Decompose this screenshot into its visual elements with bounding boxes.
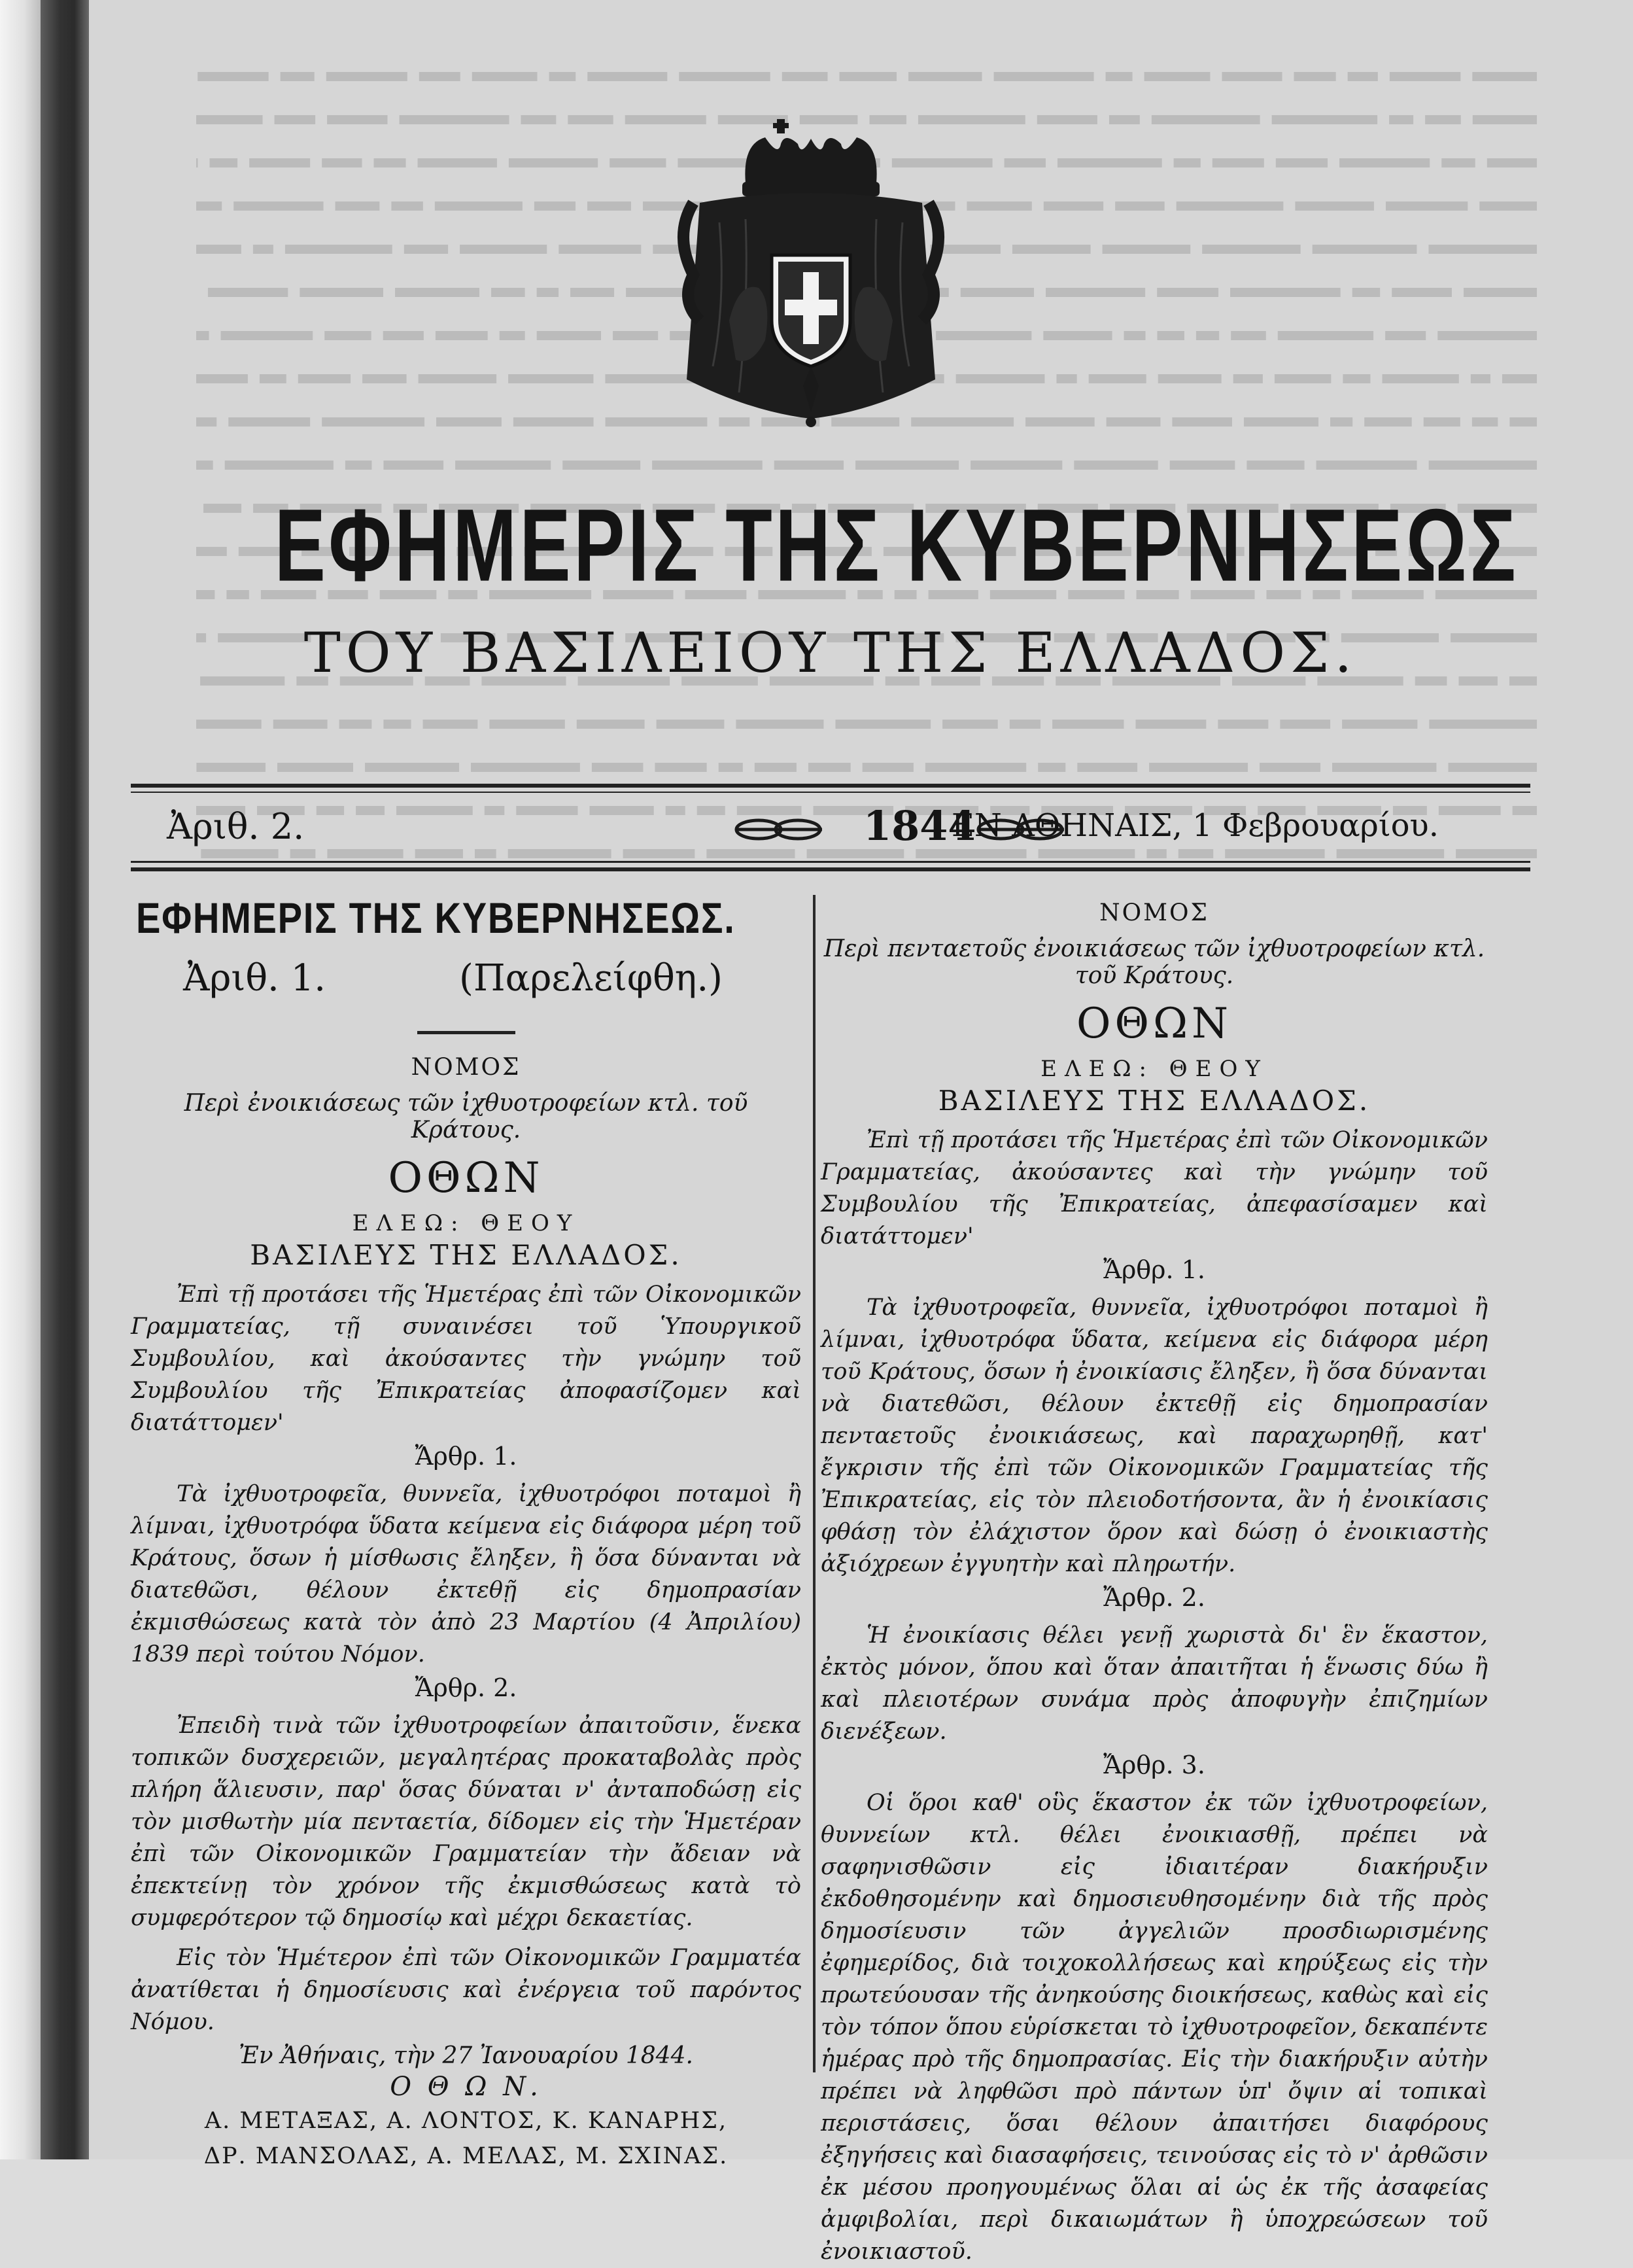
dateline xyxy=(131,798,1530,857)
bleed-through-word xyxy=(657,720,725,729)
bleed-through-word xyxy=(225,461,334,470)
article-2-label: Ἄρθρ. 2. xyxy=(415,1673,517,1702)
bleed-through-word xyxy=(1107,417,1161,427)
bleed-through-word xyxy=(1389,115,1413,124)
bleed-through-word xyxy=(1157,288,1218,297)
article-2-text: Ἐπειδὴ τινὰ τῶν ἰχθυοτροφείων ἀπαιτοῦσιν, ἕνεκα τοπικῶν δυσχερειῶν, μεγαλητέρας προκαταβολὰς πρὸς πλήρη ἅλιευσιν, παρ' ὅσας δύναται ν' ἀνταποδώσῃ εἰς τὸν μισθωτὴν μία πενταετία, δίδομεν εἰς τὴν Ἡμετέραν ἐπὶ τῶν Οἰκονομικῶν Γραμματείαν τὴν ἄδειαν νὰ ἐπεκτείνῃ τὸν χρόνον τῆς ἐκμισθώσεως κατὰ τὸ συμφερότερον τῷ δημοσίῳ καὶ μέχρι δεκαετίας. xyxy=(131,1713,801,1931)
bleed-through-word xyxy=(383,331,424,340)
bleed-through-word xyxy=(1473,115,1537,124)
bleed-through-word xyxy=(1057,158,1162,167)
bleed-through-word xyxy=(1244,417,1318,427)
bleed-through-word xyxy=(1074,461,1158,470)
bleed-through-word xyxy=(1046,288,1145,297)
bleed-through-word xyxy=(835,720,931,729)
bleed-through-word xyxy=(419,374,496,383)
bleed-through-word xyxy=(613,331,658,340)
bleed-through-word xyxy=(391,201,422,211)
bleed-through-word xyxy=(1005,158,1046,167)
bleed-through-word xyxy=(1037,115,1097,124)
bleed-through-word xyxy=(1025,417,1095,427)
bleed-through-word xyxy=(1428,245,1537,254)
bleed-through-word xyxy=(209,158,237,167)
article-3-text: Οἱ ὅροι καθ' οὓς ἕκαστον ἐκ τῶν ἰχθυοτροφείων, θυννείων κτλ. θέλει ἐνοικιασθῇ, πρέπει νὰ σαφηνισθῶσιν εἰς ἰδιαιτέραν διακήρυξιν ἐκδοθησομένην καὶ δημοσιευθησομένην διὰ τῆς πρὸς δημοσίευσιν τῶν ἀγγελιῶν προσδιωρισμένης ἐφημερίδος, διὰ τοιχοκολλήσεως καὶ κηρύξεως εἰς τὴν πρωτεύουσαν τῆς ἀνηκούσης διοικήσεως, καθὼς καὶ εἰς τὸν τόπον ὅπου εὑρίσκεται τὸ ἰχθυοτροφεῖον, δεκαπέντε ἡμέρας πρὸ τῆς δημοπρασίας. Εἰς τὴν διακήρυξιν αὐτὴν πρέπει νὰ ληφθῶσι πρὸ πάντων ὑπ' ὄψιν αἱ τοπικαὶ περιστάσεις, ὅσαι θέλουν ἀπαιτήσει διαφόρους ἐξηγήσεις καὶ διασαφήσεις, τεινούσας εἰς τὸ ν' ἀρθῶσιν ἐκ μέσου προηγουμένως ὅλαι αἱ ὡς ἐκ τῆς ἀσαφείας ἀμφιβολίαι, περὶ δικαιωμάτων ἢ ὑποχρεώσεων τοῦ ἐνοικιαστοῦ. xyxy=(821,1790,1488,2265)
issue-place-date: ΕΝ ΑΘΗΝΑΙΣ, 1 Φεβρουαρίου. xyxy=(951,807,1439,844)
royal-crest-icon xyxy=(674,105,948,432)
bleed-through-word xyxy=(908,72,982,81)
newspaper-title: ΕΦΗΜΕΡΙΣ ΤΗΣ ΚΥΒΕΡΝΗΣΕΩΣ xyxy=(274,487,1519,603)
bleed-through-word xyxy=(961,288,1034,297)
bleed-through-word xyxy=(925,763,1026,772)
bleed-through-word xyxy=(1390,72,1461,81)
masthead-rule-top-thin xyxy=(131,792,1530,793)
bleed-through-word xyxy=(1149,763,1248,772)
bleed-through-word xyxy=(436,417,502,427)
bleed-through-word xyxy=(736,720,823,729)
bleed-through-word xyxy=(559,245,641,254)
law-signature: Ο Θ Ω Ν. xyxy=(390,2072,542,2102)
bleed-through-word xyxy=(1382,374,1458,383)
bleed-through-word xyxy=(587,201,631,211)
bleed-through-word xyxy=(509,158,598,167)
bleed-through-word xyxy=(326,72,407,81)
bleed-through-word xyxy=(1246,461,1304,470)
law-subject: Περὶ πενταετοῦς ἐνοικιάσεως τῶν ἰχθυοτροφείων κτλ. τοῦ Κράτους. xyxy=(823,935,1485,989)
bleed-through-word xyxy=(942,720,998,729)
bleed-through-word xyxy=(1295,201,1374,211)
bleed-through-word xyxy=(1089,374,1146,383)
masthead xyxy=(118,489,1543,686)
bleed-through-word xyxy=(1364,417,1412,427)
king-title: ΒΑΣΙΛΕΥΣ ΤΗΣ ΕΛΛΑΔΟΣ. xyxy=(250,1239,682,1271)
bleed-through-word xyxy=(249,158,310,167)
bleed-through-word xyxy=(273,720,328,729)
bleed-through-word xyxy=(1343,374,1370,383)
book-gutter-shadow xyxy=(41,0,89,2159)
bleed-through-word xyxy=(260,374,286,383)
short-rule xyxy=(417,1031,515,1034)
bleed-through-word xyxy=(956,374,1045,383)
bleed-through-word xyxy=(1056,374,1076,383)
bleed-through-word xyxy=(345,461,372,470)
bleed-through-word xyxy=(1152,115,1260,124)
bleed-through-word xyxy=(233,201,323,211)
bleed-through-word xyxy=(508,374,593,383)
bleed-through-word xyxy=(1313,245,1417,254)
bleed-through-word xyxy=(994,72,1094,81)
bleed-through-word xyxy=(208,288,288,297)
bleed-through-word xyxy=(1052,720,1124,729)
article-2-label: Ἄρθρ. 2. xyxy=(1103,1583,1205,1612)
by-grace-of-god: ΕΛΕΩ: ΘΕΟΥ xyxy=(352,1210,580,1236)
bleed-through-word xyxy=(400,115,509,124)
reprint-number: Ἀριθ. 1. xyxy=(183,957,326,1000)
bleed-through-word xyxy=(489,720,564,729)
bleed-through-word xyxy=(1425,115,1461,124)
bleed-through-word xyxy=(537,288,559,297)
bleed-through-word xyxy=(196,417,216,427)
newspaper-subtitle: ΤΟΥ ΒΑΣΙΛΕΙΟΥ ΤΗΣ ΕΛΛΑΔΟΣ. xyxy=(303,621,1358,685)
article-3-label: Ἄρθρ. 3. xyxy=(1103,1751,1205,1779)
bleed-through-word xyxy=(196,115,263,124)
bleed-through-word xyxy=(1170,461,1235,470)
bleed-through-word xyxy=(365,763,459,772)
bleed-through-word xyxy=(587,72,667,81)
bleed-through-word xyxy=(1233,374,1263,383)
law-closing: Εἰς τὸν Ἡμέτερον ἐπὶ τῶν Οἰκονομικῶν Γραμματέα ἀνατίθεται ἡ δημοσίευσις καὶ ἐνέργεια τοῦ παρόντος Νόμου. xyxy=(131,1945,801,2035)
law-date: Ἐν Ἀθήναις, τὴν 27 Ἰανουαρίου 1844. xyxy=(239,2042,693,2069)
bleed-through-word xyxy=(1276,158,1328,167)
book-binding-edge xyxy=(0,0,41,2159)
bleed-through-word xyxy=(1012,245,1091,254)
king-name: ΟΘΩΝ xyxy=(388,1154,544,1202)
bleed-through-word xyxy=(570,288,614,297)
bleed-through-word xyxy=(423,720,478,729)
bleed-through-word xyxy=(196,763,266,772)
bleed-through-word xyxy=(419,72,460,81)
bleed-through-word xyxy=(971,461,1062,470)
bleed-through-word xyxy=(610,158,666,167)
article-2-text: Ἡ ἐνοικίασις θέλει γενῇ χωριστὰ δι' ἓν ἕκαστον, ἐκτὸς μόνον, ὅπου καὶ ὅταν ἀπαιτῆται ἡ ἕνωσις δύω ἢ καὶ πλειοτέρων συνάμα πρὸς ἀποφυγὴν ἐπιζημίων διενέξεων. xyxy=(821,1622,1488,1745)
bleed-through-word xyxy=(374,158,406,167)
article-1-label: Ἄρθρ. 1. xyxy=(1103,1255,1205,1284)
law-preamble: Ἐπὶ τῇ προτάσει τῆς Ἡμετέρας ἐπὶ τῶν Οἰκονομικῶν Γραμματείας, τῇ συναινέσει τοῦ Ὑπουργικοῦ Συμβουλίου, καὶ ἀκούσαντες τὴν γνώμην τοῦ Συμβουλίου τῆς Ἐπικρατείας ἀποφασίζομεν καὶ διατάττομεν' xyxy=(131,1282,801,1436)
bleed-through-word xyxy=(1174,158,1201,167)
bleed-through-word xyxy=(1472,72,1537,81)
left-column xyxy=(131,893,801,2172)
law-preamble: Ἐπὶ τῇ προτάσει τῆς Ἡμετέρας ἐπὶ τῶν Οἰκονομικῶν Γραμματείας, ἀκούσαντες καὶ τὴν γνώμην τοῦ Συμβουλίου τῆς Ἐπικρατείας, ἀπεφασίσαμεν καὶ διατάττομεν' xyxy=(821,1127,1488,1249)
bleed-through-word xyxy=(491,288,525,297)
reprint-number-line xyxy=(131,957,801,1000)
bleed-through-word xyxy=(1212,158,1264,167)
bleed-through-word xyxy=(1196,331,1219,340)
bleed-through-word xyxy=(1077,763,1137,772)
bleed-through-word xyxy=(395,288,479,297)
bleed-through-word xyxy=(562,461,640,470)
law-heading: ΝΟΜΟΣ xyxy=(411,1054,521,1081)
bleed-through-word xyxy=(335,201,380,211)
bleed-through-word xyxy=(1202,245,1300,254)
bleed-through-word xyxy=(1385,331,1426,340)
bleed-through-word xyxy=(455,461,551,470)
bleed-through-word xyxy=(1280,720,1330,729)
bleed-through-word xyxy=(1172,417,1232,427)
bleed-through-word xyxy=(196,201,222,211)
bleed-through-word xyxy=(300,288,383,297)
bleed-through-word xyxy=(1106,72,1133,81)
bleed-through-word xyxy=(404,245,448,254)
right-column xyxy=(821,893,1488,2268)
bleed-through-word xyxy=(839,72,897,81)
bleed-through-word xyxy=(1294,72,1336,81)
bleed-through-word xyxy=(1231,331,1266,340)
masthead-rule-top xyxy=(131,784,1530,788)
bleed-through-word xyxy=(472,72,538,81)
bleed-through-word xyxy=(1472,417,1498,427)
bleed-through-word xyxy=(1471,374,1490,383)
bleed-through-word xyxy=(1429,461,1537,470)
bleed-through-word xyxy=(568,115,613,124)
column-divider xyxy=(813,895,816,2072)
bleed-through-word xyxy=(679,72,770,81)
bleed-through-word xyxy=(1144,72,1211,81)
bleed-through-word xyxy=(1330,417,1352,427)
ministers-line-2: ΔΡ. ΜΑΝΣΟΛΑΣ, Α. ΜΕΛΑΣ, Μ. ΣΧΙΝΑΣ. xyxy=(203,2143,729,2169)
bleed-through-word xyxy=(1316,461,1417,470)
bleed-through-word xyxy=(1177,201,1284,211)
bleed-through-word xyxy=(281,72,315,81)
bleed-through-word xyxy=(1038,763,1065,772)
bleed-through-word xyxy=(253,245,273,254)
bleed-through-word xyxy=(1115,201,1164,211)
article-1-text: Τὰ ἰχθυοτροφεῖα, θυννεῖα, ἰχθυοτρόφοι ποταμοὶ ἢ λίμναι, ἰχθυοτρόφα ὕδατα κείμενα εἰς διάφορα μέρη τοῦ Κράτους, ὅσων ἡ μίσθωσις ἔληξεν, ἢ ὅσα δύνανται νὰ διατεθῶσι, θέλουν ἐκτεθῇ εἰς δημοπρασίαν ἐκμισθώσεως κατὰ τὸν ἀπὸ 23 Μαρτίου (4 Ἀπριλίου) 1839 περὶ τούτου Νόμον. xyxy=(131,1481,801,1667)
bleed-through-word xyxy=(782,72,828,81)
bleed-through-word xyxy=(863,763,914,772)
bleed-through-word xyxy=(1230,288,1341,297)
bleed-through-word xyxy=(1448,763,1537,772)
bleed-through-word xyxy=(1352,288,1381,297)
bleed-through-word xyxy=(327,115,387,124)
article-1-label: Ἄρθρ. 1. xyxy=(415,1442,517,1471)
bleed-through-word xyxy=(719,763,743,772)
bleed-through-word xyxy=(592,763,644,772)
bleed-through-word xyxy=(521,115,556,124)
bleed-through-word xyxy=(500,331,525,340)
bleed-through-word xyxy=(1272,115,1377,124)
bleed-through-word xyxy=(1158,331,1184,340)
bleed-through-word xyxy=(1332,763,1436,772)
dateline-rule-bottom-thick xyxy=(131,867,1530,871)
bleed-through-word xyxy=(549,72,576,81)
bleed-through-word xyxy=(1275,374,1331,383)
bleed-through-word xyxy=(196,720,262,729)
bleed-through-word xyxy=(1043,331,1112,340)
bleed-through-word xyxy=(196,158,198,167)
bleed-through-word xyxy=(362,374,407,383)
bleed-through-word xyxy=(1339,158,1430,167)
reprint-title: ΕΦΗΜΕΡΙΣ ΤΗΣ ΚΥΒΕΡΝΗΣΕΩΣ. xyxy=(136,894,736,942)
bleed-through-word xyxy=(936,331,1031,340)
bleed-through-word xyxy=(513,417,594,427)
bleed-through-word xyxy=(537,331,601,340)
bleed-through-word xyxy=(471,763,580,772)
bleed-through-word xyxy=(1010,720,1040,729)
bleed-through-word xyxy=(322,158,362,167)
bleed-through-word xyxy=(534,201,576,211)
bleed-through-word xyxy=(1487,158,1537,167)
bleed-through-word xyxy=(1479,201,1537,211)
bleed-through-word xyxy=(436,331,488,340)
ornament-left-icon xyxy=(732,815,827,844)
bleed-through-word xyxy=(435,201,523,211)
bleed-through-word xyxy=(1124,331,1146,340)
bleed-through-word xyxy=(1260,763,1320,772)
bleed-through-word xyxy=(1424,417,1460,427)
bleed-through-word xyxy=(1278,331,1373,340)
king-title: ΒΑΣΙΛΕΥΣ ΤΗΣ ΕΛΛΑΔΟΣ. xyxy=(938,1085,1371,1117)
bleed-through-word xyxy=(655,763,706,772)
bleed-through-word xyxy=(1158,374,1222,383)
by-grace-of-god: ΕΛΕΩ: ΘΕΟΥ xyxy=(1040,1056,1268,1082)
reprint-note: (Παρελείφθη.) xyxy=(458,957,723,1000)
bleed-through-word xyxy=(1348,72,1378,81)
bleed-through-word xyxy=(285,245,392,254)
bleed-through-word xyxy=(1437,331,1537,340)
article-1-text: Τὰ ἰχθυοτροφεῖα, θυννεῖα, ἰχθυοτρόφοι ποταμοὶ ἢ λίμναι, ἰχθυοτρόφα ὕδατα, κείμενα εἰς διάφορα μέρη τοῦ Κράτους, ὅσων ἡ ἐνοικίασις ἔληξεν, ἢ ὅσα δύνανται νὰ διατεθῶσι, θέλουν ἐκτεθῇ εἰς δημοπρασίαν πενταετοῦς ἐνοικιάσεως, καὶ παραχωρηθῇ, κατ' ἔγκρισιν τῆς ἐπὶ τῶν Οἰκονομικῶν Γραμματείας τῆς Ἐπικρατείας, εἰς τὸν πλειοδοτήσοντα, ἂν ἡ ἐνοικίασις φθάσῃ τὸν ἐλάχιστον ὅρον καὶ δώσῃ ὁ ἐνοικιαστὴς ἀξιόχρεων ἐγγυητὴν καὶ πληρωτήν. xyxy=(821,1295,1488,1577)
law-subject: Περὶ ἐνοικιάσεως τῶν ἰχθυοτροφείων κτλ. τοῦ Κράτους. xyxy=(184,1090,748,1143)
bleed-through-word xyxy=(277,763,353,772)
bleed-through-word xyxy=(1218,720,1268,729)
bleed-through-word xyxy=(1342,720,1417,729)
bleed-through-word xyxy=(383,461,443,470)
bleed-through-word xyxy=(1222,72,1282,81)
bleed-through-word xyxy=(275,115,316,124)
bleed-through-word xyxy=(1135,720,1206,729)
bleed-through-word xyxy=(652,461,763,470)
bleed-through-word xyxy=(1509,417,1537,427)
law-heading: ΝΟΜΟΣ xyxy=(1099,899,1209,926)
bleed-through-word xyxy=(196,245,241,254)
bleed-through-word xyxy=(774,461,844,470)
bleed-through-word xyxy=(418,158,497,167)
bleed-through-word xyxy=(1392,288,1452,297)
bleed-through-word xyxy=(967,201,1031,211)
bleed-through-word xyxy=(1441,158,1475,167)
ministers-line-1: Α. ΜΕΤΑΞΑΣ, Α. ΛΟΝΤΟΣ, Κ. ΚΑΝΑΡΗΣ, xyxy=(204,2108,728,2134)
bleed-through-word xyxy=(198,72,268,81)
bleed-through-word xyxy=(808,763,851,772)
bleed-through-word xyxy=(1103,245,1191,254)
bleed-through-word xyxy=(221,331,313,340)
bleed-through-word xyxy=(1386,201,1468,211)
bleed-through-word xyxy=(196,374,248,383)
bleed-through-word xyxy=(196,331,209,340)
bleed-through-word xyxy=(577,720,645,729)
bleed-through-word xyxy=(460,245,547,254)
issue-year: 1844 xyxy=(863,802,976,850)
bleed-through-word xyxy=(322,417,424,427)
bleed-through-word xyxy=(755,763,797,772)
dateline-rule-bottom xyxy=(131,861,1530,863)
issue-number: Ἀριθ. 2. xyxy=(167,806,305,847)
bleed-through-word xyxy=(1109,115,1140,124)
bleed-through-word xyxy=(1429,720,1537,729)
bleed-through-word xyxy=(298,374,351,383)
bleed-through-word xyxy=(196,461,213,470)
bleed-through-word xyxy=(324,331,371,340)
bleed-through-word xyxy=(1044,201,1103,211)
bleed-through-word xyxy=(1502,374,1537,383)
king-name: ΟΘΩΝ xyxy=(1076,1000,1232,1048)
bleed-through-word xyxy=(855,461,959,470)
bleed-through-word xyxy=(1464,288,1537,297)
bleed-through-word xyxy=(339,720,372,729)
bleed-through-word xyxy=(383,720,411,729)
bleed-through-word xyxy=(228,417,310,427)
